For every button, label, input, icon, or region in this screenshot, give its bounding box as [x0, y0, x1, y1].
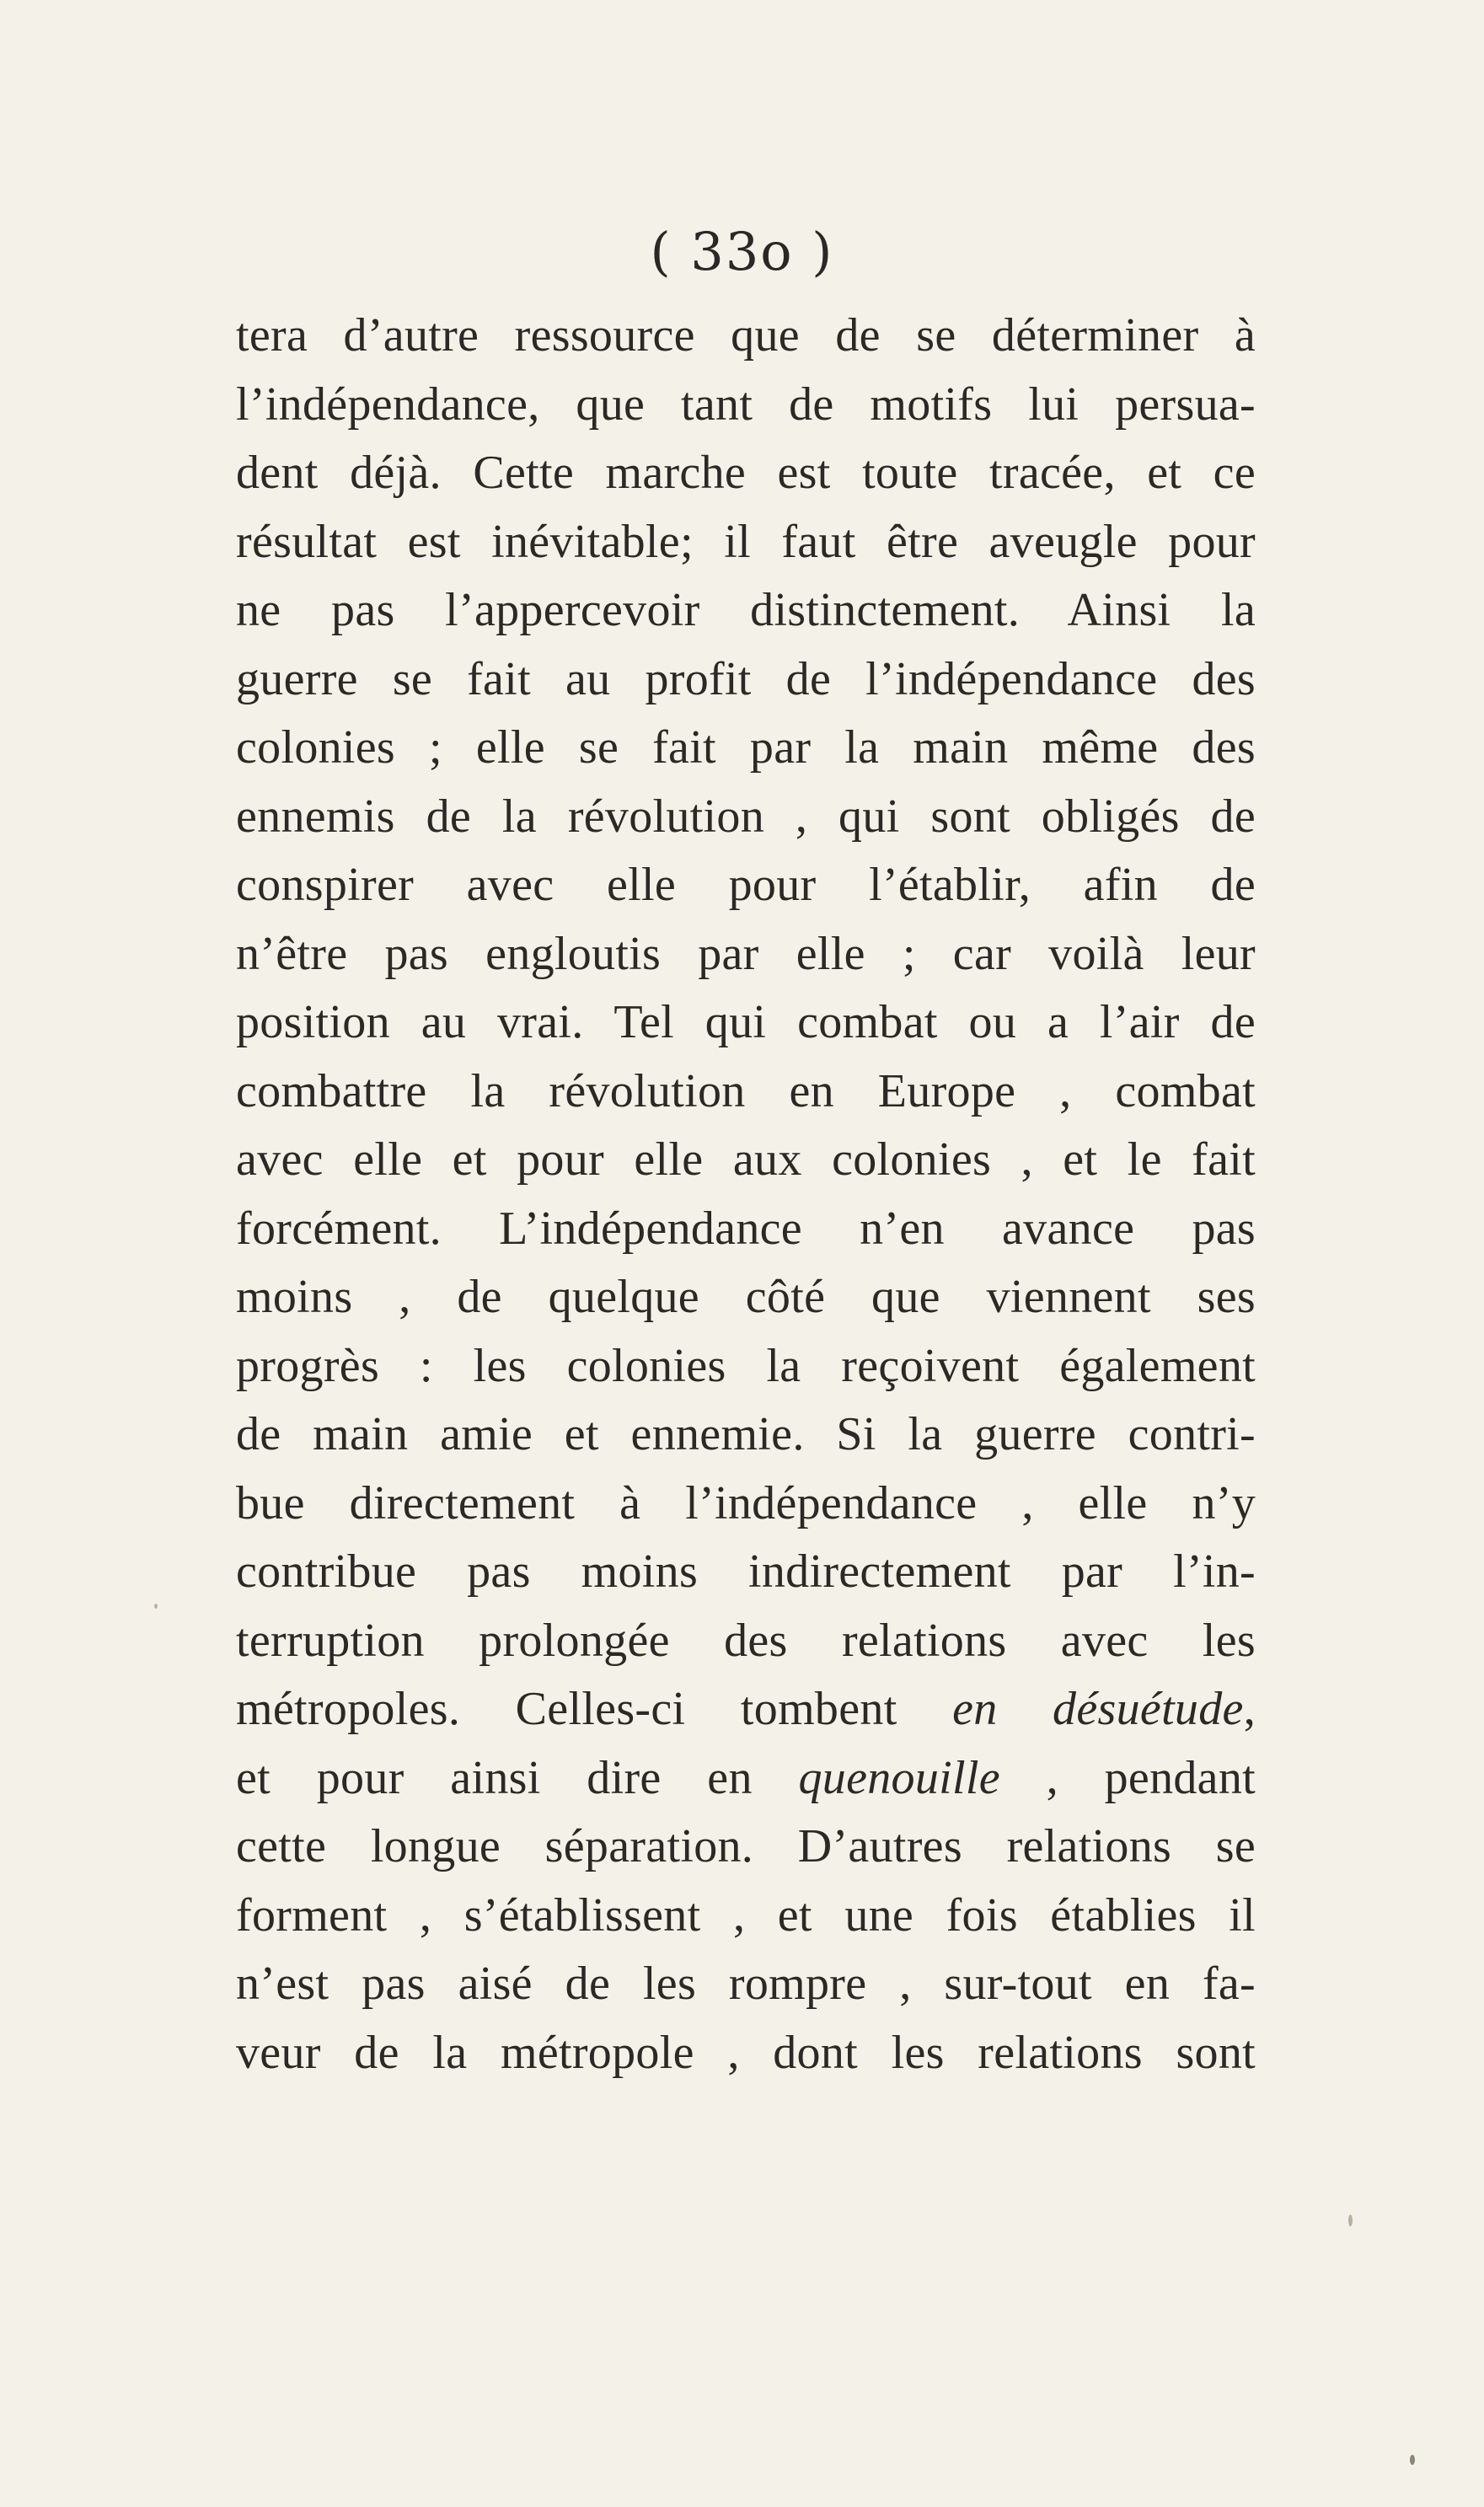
- text-line: cette longue séparation. D’autres relations se: [236, 1820, 1256, 1872]
- text-line: n’être pas engloutis par elle ; car voilà leur: [236, 927, 1256, 980]
- page-number: ( 33o ): [650, 221, 834, 282]
- text-line: colonies ; elle se fait par la main même des: [236, 721, 1256, 774]
- line-segment: et pour ainsi dire en: [236, 1751, 799, 1804]
- line-segment: , pendant: [999, 1751, 1256, 1804]
- text-line: contribue pas moins indirectement par l’in-: [236, 1545, 1256, 1598]
- body-text: [236, 302, 1256, 2087]
- paper-speck: [1348, 2215, 1353, 2226]
- text-line: position au vrai. Tel qui combat ou a l’air de: [236, 996, 1256, 1048]
- line-segment: ,: [1243, 1683, 1256, 1735]
- text-line: dent déjà. Cette marche est toute tracée, et ce: [236, 447, 1256, 499]
- text-line: ne pas l’appercevoir distinctement. Ainsi la: [236, 584, 1256, 636]
- text-line: tera d’autre ressource que de se déterminer à: [236, 309, 1256, 362]
- text-line-italic-phrase: [236, 1675, 1256, 1744]
- text-line: forment , s’établissent , et une fois établies il: [236, 1888, 1256, 1942]
- text-line: conspirer avec elle pour l’établir, afin de: [236, 859, 1256, 911]
- text-line: moins , de quelque côté que viennent ses: [236, 1271, 1256, 1323]
- text-line: avec elle et pour elle aux colonies , et le fait: [236, 1133, 1256, 1186]
- text-line: terruption prolongée des relations avec les: [236, 1614, 1256, 1667]
- text-line-italic-phrase: [236, 1744, 1256, 1813]
- text-line: combattre la révolution en Europe , combat: [236, 1064, 1256, 1117]
- text-line: guerre se fait au profit de l’indépendance des: [236, 652, 1256, 705]
- text-line: n’est pas aisé de les rompre , sur-tout en fa-: [236, 1958, 1256, 2010]
- text-line: ennemis de la révolution , qui sont obligés de: [236, 790, 1256, 843]
- text-line: progrès : les colonies la reçoivent également: [236, 1339, 1256, 1392]
- text-line: de main amie et ennemie. Si la guerre contri-: [236, 1408, 1256, 1460]
- text-line: l’indépendance, que tant de motifs lui persua-: [236, 378, 1256, 431]
- paper-speck: [154, 1604, 158, 1609]
- paper-speck: [1410, 2455, 1415, 2465]
- line-segment: métropoles. Celles-ci tombent: [236, 1683, 953, 1735]
- text-line: bue directement à l’indépendance , elle n’y: [236, 1476, 1256, 1529]
- italic-phrase: quenouille: [798, 1751, 1000, 1804]
- text-line: forcément. L’indépendance n’en avance pas: [236, 1202, 1256, 1255]
- text-line: résultat est inévitable; il faut être aveugle pour: [236, 515, 1256, 568]
- italic-phrase: en désuétude: [952, 1683, 1244, 1735]
- text-line: veur de la métropole , dont les relations sont: [236, 2026, 1256, 2079]
